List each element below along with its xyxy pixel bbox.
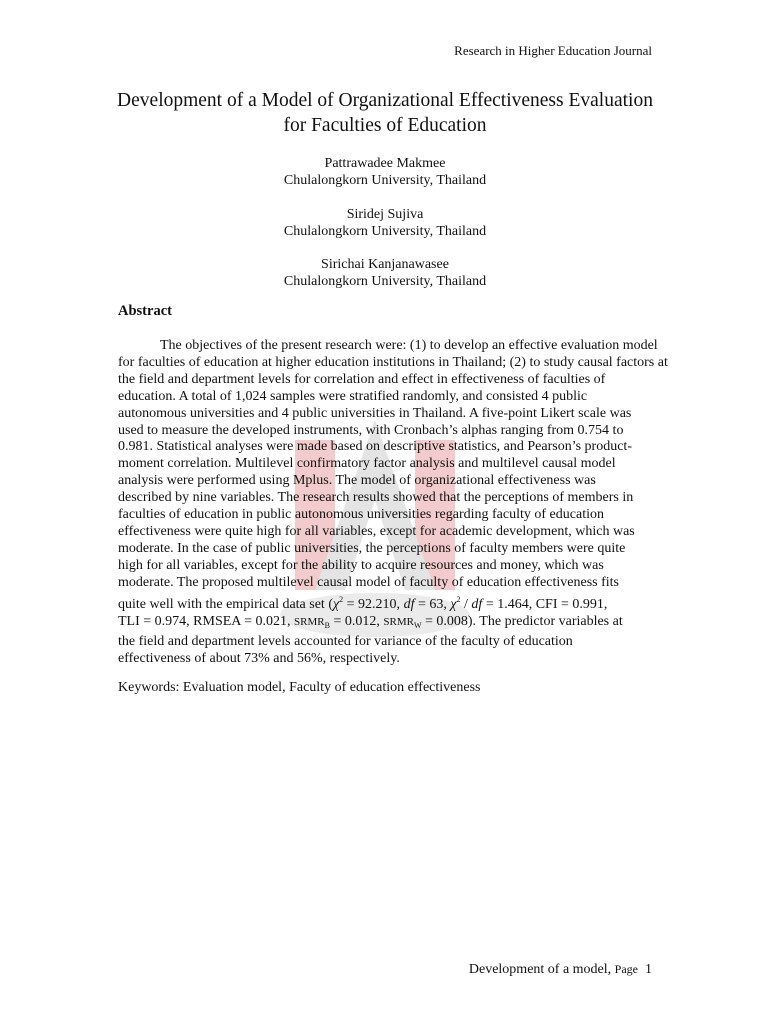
abstract-line: the field and department levels for correlation and effect in effectiveness of faculties of	[118, 371, 606, 387]
chi-value: = 92.210,	[343, 596, 404, 612]
abstract-line: moment correlation. Multilevel confirmatory factor analysis and multilevel causal model	[118, 456, 616, 472]
author-block-2	[160, 206, 610, 240]
abstract-heading: Abstract	[118, 303, 172, 319]
abstract-line: autonomous universities and 4 public universities in Thailand. A five-point Likert scale was	[118, 405, 632, 421]
abstract-line: effectiveness of about 73% and 56%, respectively.	[118, 651, 400, 667]
author-name: Siridej Sujiva	[346, 207, 424, 222]
chi-df-separator: /	[460, 596, 472, 612]
title-line-2: for Faculties of Education	[283, 115, 487, 136]
abstract-body	[118, 338, 668, 668]
df-value: = 63,	[414, 596, 451, 612]
page-footer	[469, 962, 652, 978]
footer-page-label: Page	[614, 962, 638, 976]
abstract-line: the field and department levels accounted for variance of the faculty of education	[118, 634, 573, 650]
abstract-line: for faculties of education at higher education institutions in Thailand; (2) to study causal factors at	[118, 354, 668, 370]
abstract-stats-line-1	[118, 592, 654, 614]
footer-title: Development of a model,	[468, 962, 615, 977]
running-head: Research in Higher Education Journal	[454, 43, 652, 58]
abstract-line: 0.981. Statistical analyses were made based on descriptive statistics, and Pearson’s product-	[118, 439, 632, 455]
srmr-label-w: SRMR	[383, 615, 414, 628]
abstract-stats-line-2	[118, 614, 654, 635]
author-name: Sirichai Kanjanawasee	[321, 257, 449, 272]
abstract-line: described by nine variables. The research results showed that the perceptions of members in	[118, 490, 634, 506]
author-affiliation: Chulalongkorn University, Thailand	[283, 224, 487, 239]
abstract-line: analysis were performed using Mplus. The model of organizational effectiveness was	[118, 473, 596, 489]
abstract-line: education. A total of 1,024 samples were stratified randomly, and consisted 4 public	[118, 388, 588, 404]
author-affiliation: Chulalongkorn University, Thailand	[283, 173, 487, 188]
chi-symbol-2: χ	[450, 596, 457, 612]
df-label-2: df	[471, 596, 483, 612]
srmr-label-b: SRMR	[294, 615, 325, 628]
author-name: Pattrawadee Makmee	[324, 156, 446, 171]
abstract-line: faculties of education in public autonomous universities regarding faculty of education	[118, 507, 604, 523]
chi-symbol: χ	[332, 596, 340, 612]
chi-superscript-2: 2	[456, 594, 461, 604]
abstract-line: used to measure the developed instruments, with Cronbach’s alphas ranging from 0.754 to	[118, 422, 624, 438]
abstract-line: high for all variables, except for the ability to acquire resources and money, which was	[118, 557, 604, 573]
tli-rmsea: TLI = 0.974, RMSEA = 0.021,	[118, 613, 295, 629]
chi-superscript: 2	[339, 594, 344, 604]
srmr-b-value: = 0.012,	[329, 613, 384, 629]
ratio-value: = 1.464, CFI = 0.991,	[482, 596, 608, 612]
author-block-3	[160, 256, 610, 290]
paper-title	[90, 88, 680, 138]
srmr-sub-w: W	[413, 620, 422, 630]
abstract-line: effectiveness were quite high for all variables, except for academic development, which was	[118, 523, 635, 539]
srmr-sub-b: B	[324, 620, 330, 630]
author-block-1	[160, 155, 610, 189]
abstract-line: The objectives of the present research were: (1) to develop an effective evaluation model	[160, 338, 658, 353]
df-label: df	[403, 596, 415, 612]
author-affiliation: Chulalongkorn University, Thailand	[283, 274, 487, 289]
stats-prefix: quite well with the empirical data set (	[118, 596, 333, 612]
footer-page-number: 1	[645, 962, 652, 977]
title-line-1: Development of a Model of Organizational Effectiveness Evaluation	[117, 90, 653, 111]
srmr-w-value: = 0.008). The predictor variables at	[421, 613, 623, 629]
abstract-line: moderate. The proposed multilevel causal model of faculty of education effectiveness fits	[118, 574, 619, 590]
keywords: Keywords: Evaluation model, Faculty of education effectiveness	[118, 680, 481, 695]
abstract-line: moderate. In the case of public universities, the perceptions of faculty members were quite	[118, 540, 626, 556]
